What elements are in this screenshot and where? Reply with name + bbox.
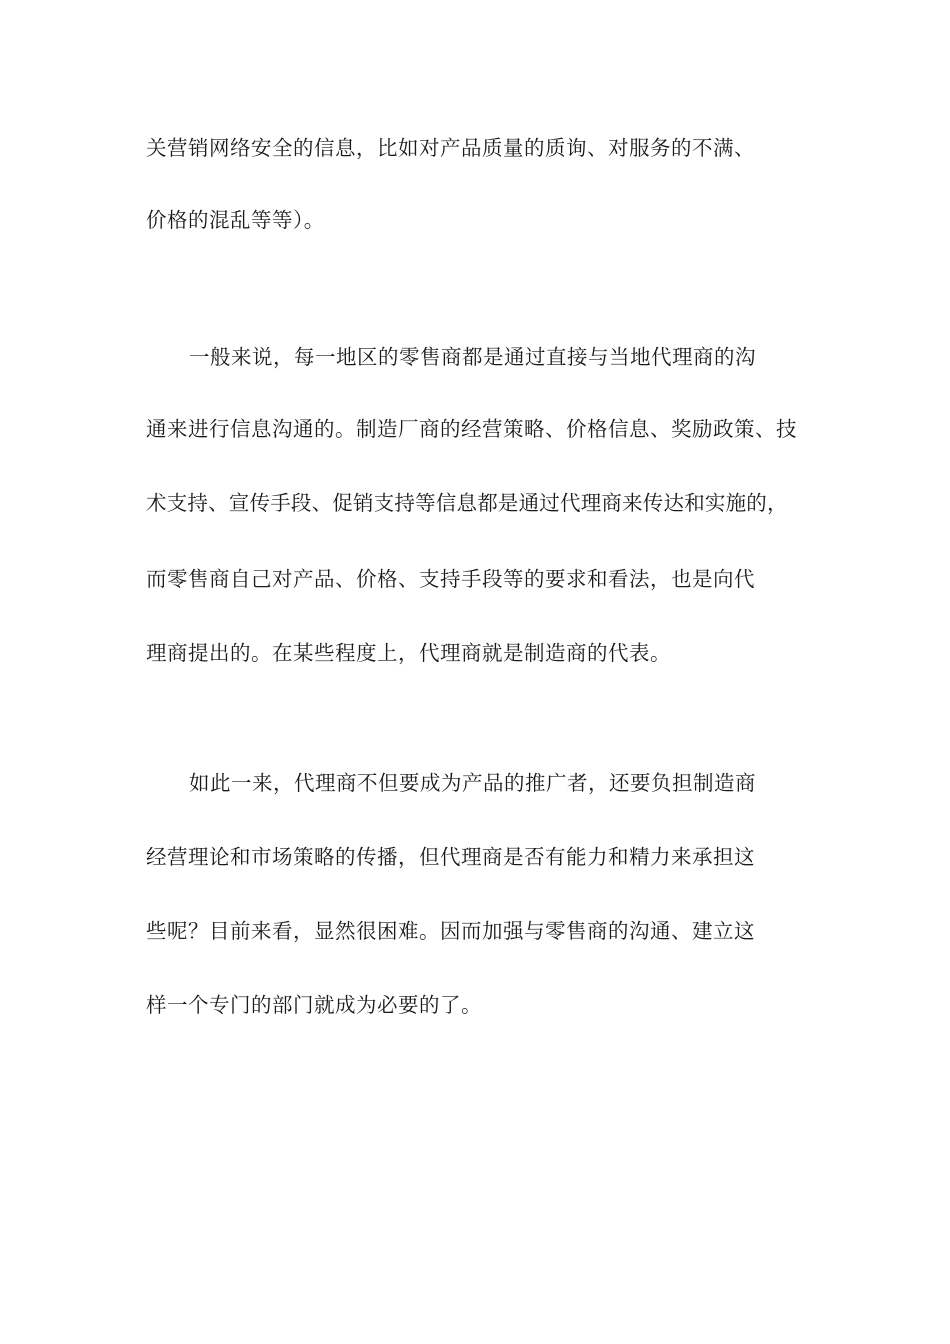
text-line: 一般来说，每一地区的零售商都是通过直接与当地代理商的沟 xyxy=(189,345,756,369)
text-line: 关营销网络安全的信息，比如对产品质量的质询、对服务的不满、 xyxy=(146,136,755,160)
text-line: 价格的混乱等等）。 xyxy=(146,208,325,232)
text-line: 通来进行信息沟通的。制造厂商的经营策略、价格信息、奖励政策、技 xyxy=(146,417,797,441)
text-line: 样一个专门的部门就成为必要的了。 xyxy=(146,993,482,1017)
text-line: 术支持、宣传手段、促销支持等信息都是通过代理商来传达和实施的， xyxy=(146,491,788,515)
text-line: 而零售商自己对产品、价格、支持手段等的要求和看法，也是向代 xyxy=(146,567,755,591)
text-line: 经营理论和市场策略的传播，但代理商是否有能力和精力来承担这 xyxy=(146,845,755,869)
text-line: 些呢？目前来看，显然很困难。因而加强与零售商的沟通、建立这 xyxy=(146,919,755,943)
text-line: 理商提出的。在某些程度上，代理商就是制造商的代表。 xyxy=(146,641,671,665)
text-line: 如此一来，代理商不但要成为产品的推广者，还要负担制造商 xyxy=(189,771,756,795)
